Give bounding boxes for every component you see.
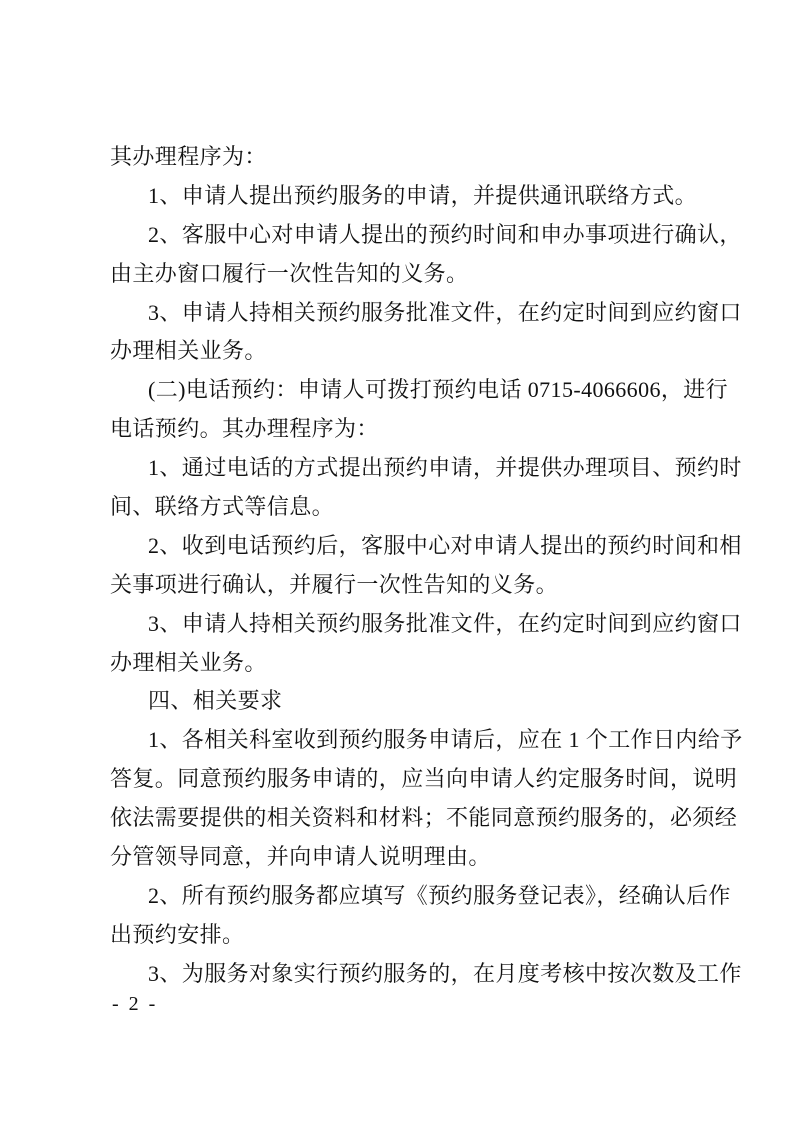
- text-line: (二)电话预约：申请人可拨打预约电话 0715-4066606，进行: [148, 377, 729, 403]
- text-line: 2、客服中心对申请人提出的预约时间和申办事项进行确认，: [148, 221, 742, 247]
- text-line: 电话预约。其办理程序为：: [110, 416, 379, 442]
- text-line: 关事项进行确认，并履行一次性告知的义务。: [110, 571, 559, 597]
- text-line: 3、申请人持相关预约服务批准文件，在约定时间到应约窗口: [148, 299, 742, 325]
- text-line: 1、申请人提出预约服务的申请，并提供通讯联络方式。: [148, 182, 698, 208]
- text-line: 由主办窗口履行一次性告知的义务。: [110, 260, 469, 286]
- document-body: [110, 138, 743, 994]
- text-line: 四、相关要求: [148, 688, 283, 714]
- text-line: 办理相关业务。: [110, 338, 267, 364]
- text-line: 出预约安排。: [110, 921, 245, 947]
- text-line: 间、联络方式等信息。: [110, 494, 335, 520]
- text-line: 2、所有预约服务都应填写《预约服务登记表》，经确认后作: [148, 882, 731, 908]
- text-line: 答复。同意预约服务申请的，应当向申请人约定服务时间，说明: [110, 766, 738, 792]
- text-line: 1、各相关科室收到预约服务申请后，应在 1 个工作日内给予: [148, 727, 743, 753]
- text-line: 办理相关业务。: [110, 649, 267, 675]
- text-line: 依法需要提供的相关资料和材料；不能同意预约服务的，必须经: [110, 805, 738, 831]
- text-line: 1、通过电话的方式提出预约申请，并提供办理项目、预约时: [148, 455, 742, 481]
- page-number: - 2 -: [112, 993, 158, 1015]
- text-line: 其办理程序为：: [110, 144, 267, 169]
- text-line: 3、为服务对象实行预约服务的，在月度考核中按次数及工作: [148, 960, 742, 986]
- text-line: 2、收到电话预约后，客服中心对申请人提出的预约时间和相: [148, 532, 742, 558]
- text-line: 分管领导同意，并向申请人说明理由。: [110, 844, 491, 870]
- text-line: 3、申请人持相关预约服务批准文件，在约定时间到应约窗口: [148, 610, 742, 636]
